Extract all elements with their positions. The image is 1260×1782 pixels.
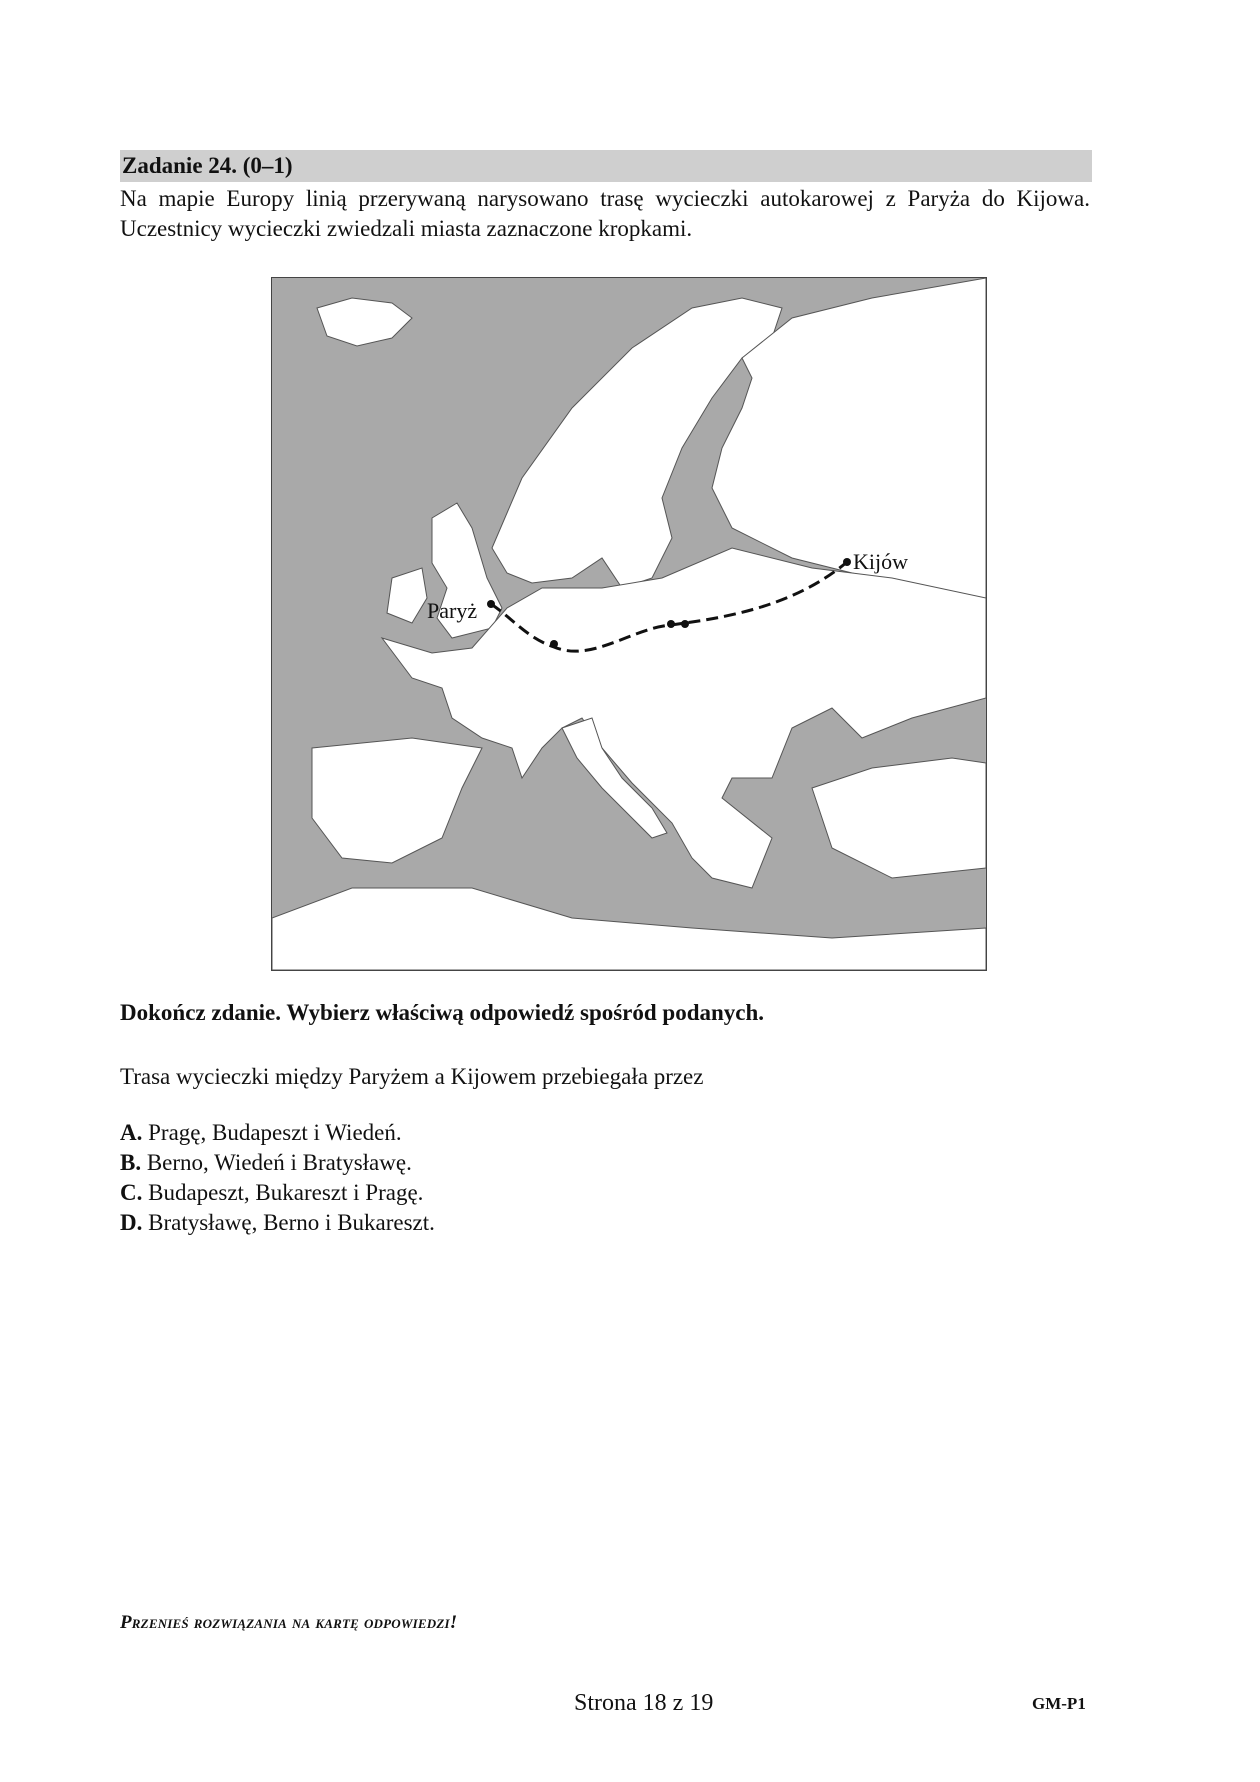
city-dot-2 — [550, 640, 558, 648]
instruction: Dokończ zdanie. Wybierz właściwą odpowiedź spośród podanych. — [120, 1000, 765, 1025]
city-dot-3 — [667, 620, 675, 628]
option-text: Budapeszt, Bukareszt i Pragę. — [142, 1180, 424, 1205]
question-stem: Trasa wycieczki między Paryżem a Kijowem przebiegała przez — [120, 1064, 704, 1089]
option-text: Bratysławę, Berno i Bukareszt. — [142, 1210, 435, 1235]
transfer-note: Przenieś rozwiązania na kartę odpowiedzi! — [120, 1612, 458, 1633]
task-title: Zadanie 24. (0–1) — [122, 153, 293, 178]
label-paris: Paryż — [427, 598, 478, 623]
option-letter: B. — [120, 1150, 142, 1175]
option-text: Berno, Wiedeń i Bratysławę. — [141, 1150, 412, 1175]
task-intro: Na mapie Europy linią przerywaną narysowano trasę wycieczki autokarowej z Paryża do Kijowa. Uczestnicy wycieczki zwiedzali miasta zaznaczone kropkami. — [120, 186, 1090, 241]
option-text: Pragę, Budapeszt i Wiedeń. — [142, 1120, 402, 1145]
option-letter: D. — [120, 1210, 143, 1235]
europe-map — [271, 277, 987, 971]
city-dot-kyiv — [843, 558, 851, 566]
answer-options — [120, 1118, 435, 1238]
europe-map-graphic — [272, 278, 986, 970]
option-b[interactable] — [120, 1148, 435, 1178]
option-letter: A. — [120, 1120, 143, 1145]
option-c[interactable] — [120, 1178, 435, 1208]
exam-code: GM-P1 — [1032, 1694, 1086, 1713]
label-kyiv: Kijów — [853, 549, 908, 574]
city-dot-4 — [681, 620, 689, 628]
city-dot-paris — [487, 600, 495, 608]
option-a[interactable] — [120, 1118, 435, 1148]
option-letter: C. — [120, 1180, 143, 1205]
page-number: Strona 18 z 19 — [574, 1690, 714, 1716]
option-d[interactable] — [120, 1208, 435, 1238]
task-header — [120, 150, 1092, 182]
